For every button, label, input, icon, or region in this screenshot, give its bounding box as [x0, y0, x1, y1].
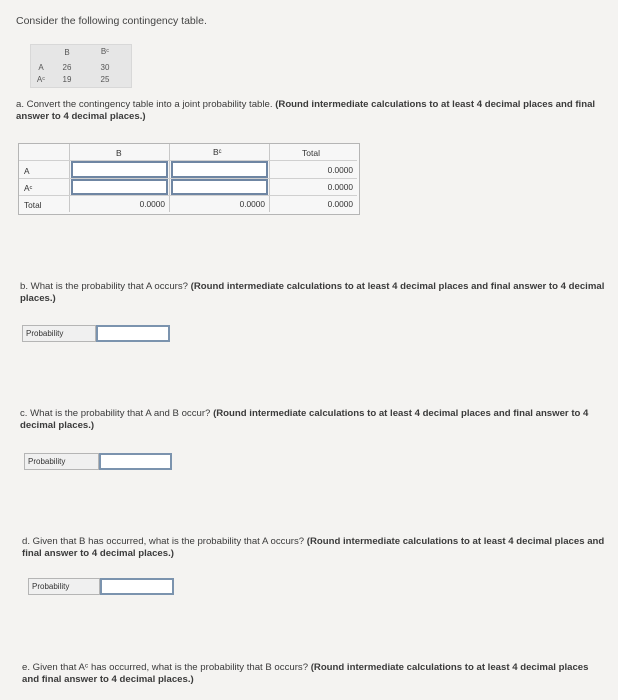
- question-e-text: e. Given that Aᶜ has occurred, what is the probability that B occurs?: [22, 662, 309, 673]
- probability-b-input[interactable]: [96, 325, 170, 342]
- question-d: [22, 536, 607, 560]
- jt-input-a-bc[interactable]: [171, 161, 268, 178]
- jt-row-ac: Aᶜ: [24, 183, 33, 193]
- question-c: [20, 408, 605, 432]
- probability-c: [24, 453, 172, 470]
- probability-d-label: Probability: [28, 578, 100, 595]
- jt-total-ac: 0.0000: [327, 182, 353, 192]
- question-b-text: b. What is the probability that A occurs?: [20, 281, 188, 292]
- contingency-table: [30, 44, 132, 88]
- jt-total-a: 0.0000: [327, 165, 353, 175]
- ct-col-bc: Bᶜ: [100, 47, 110, 56]
- jt-total-b: 0.0000: [139, 199, 165, 209]
- jt-total-total: 0.0000: [327, 199, 353, 209]
- ct-row-a: A: [38, 63, 44, 72]
- jt-total-bc: 0.0000: [239, 199, 265, 209]
- question-d-instruction: (Round intermediate calculations to at least 4 decimal places and final answer to 4 decimal places.): [22, 536, 605, 559]
- question-a-text: a. Convert the contingency table into a joint probability table.: [16, 99, 273, 110]
- jt-header-bc: Bᶜ: [213, 147, 222, 157]
- ct-row-ac: Aᶜ: [36, 75, 46, 84]
- question-c-instruction: (Round intermediate calculations to at least 4 decimal places and final answer to 4 decimal places.): [20, 408, 589, 431]
- probability-c-input[interactable]: [99, 453, 172, 470]
- jt-row-total: Total: [24, 200, 42, 210]
- probability-c-label: Probability: [24, 453, 99, 470]
- intro-text: Consider the following contingency table.: [16, 15, 207, 27]
- ct-cell: 30: [100, 63, 110, 72]
- probability-b: [22, 325, 170, 342]
- jt-input-ac-bc[interactable]: [171, 179, 268, 195]
- probability-d-input[interactable]: [100, 578, 174, 595]
- jt-row-a: A: [24, 166, 30, 176]
- jt-header-total: Total: [302, 148, 320, 158]
- jt-input-ac-b[interactable]: [71, 179, 168, 195]
- ct-cell: 19: [62, 75, 72, 84]
- question-e: [22, 662, 607, 686]
- question-b-instruction: (Round intermediate calculations to at least 4 decimal places and final answer to 4 decimal places.): [20, 281, 605, 304]
- joint-probability-table: [18, 143, 360, 215]
- jt-input-a-b[interactable]: [71, 161, 168, 178]
- question-b: [20, 281, 605, 305]
- question-a-instruction: (Round intermediate calculations to at least 4 decimal places and final answer to 4 decimal places.): [16, 99, 596, 122]
- probability-b-label: Probability: [22, 325, 96, 342]
- ct-cell: 25: [100, 75, 110, 84]
- ct-col-b: B: [64, 48, 70, 57]
- probability-d: [28, 578, 174, 595]
- ct-cell: 26: [62, 63, 72, 72]
- jt-header-b: B: [116, 148, 122, 158]
- question-a: [16, 99, 606, 123]
- question-c-text: c. What is the probability that A and B occur?: [20, 408, 211, 419]
- question-d-text: d. Given that B has occurred, what is the probability that A occurs?: [22, 536, 305, 547]
- question-e-instruction: (Round intermediate calculations to at least 4 decimal places and final answer to 4 decimal places.): [22, 662, 589, 685]
